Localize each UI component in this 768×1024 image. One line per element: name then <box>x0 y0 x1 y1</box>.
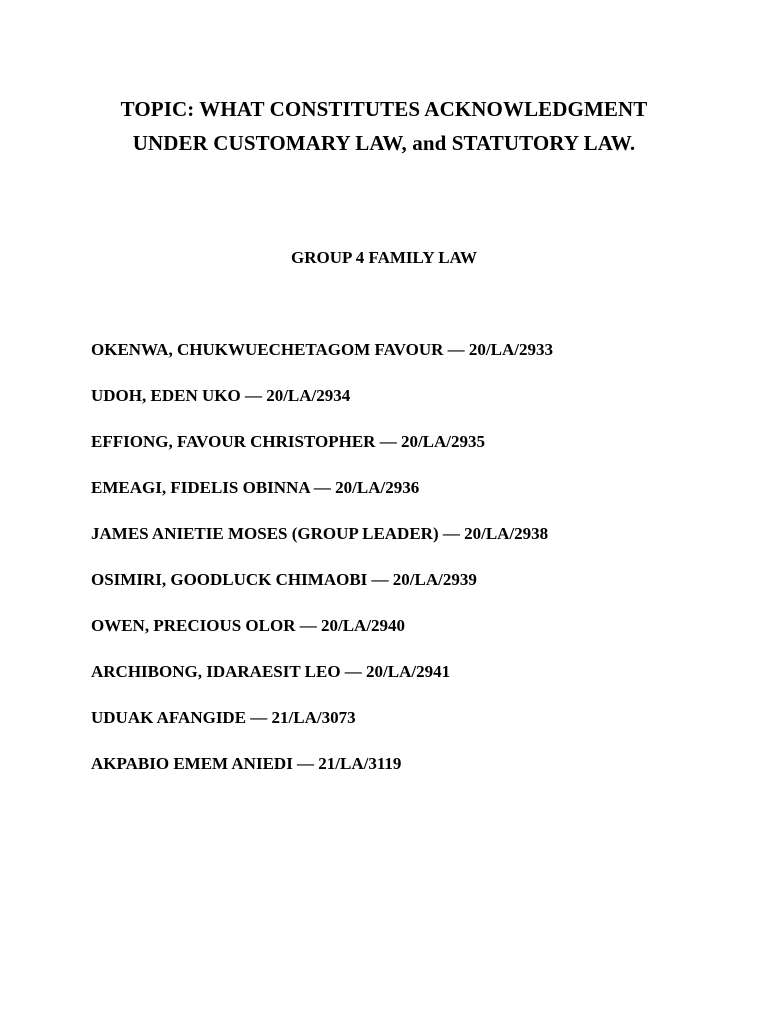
member-item: UDUAK AFANGIDE — 21/LA/3073 <box>91 708 356 727</box>
member-item: OWEN, PRECIOUS OLOR — 20/LA/2940 <box>91 616 406 635</box>
member-item: ARCHIBONG, IDARAESIT LEO — 20/LA/2941 <box>91 662 451 681</box>
member-list <box>91 338 553 798</box>
group-title: GROUP 4 FAMILY LAW <box>291 248 477 267</box>
member-item: OKENWA, CHUKWUECHETAGOM FAVOUR — 20/LA/2933 <box>91 340 553 359</box>
member-item: UDOH, EDEN UKO — 20/LA/2934 <box>91 386 351 405</box>
member-item: EFFIONG, FAVOUR CHRISTOPHER — 20/LA/2935 <box>91 432 486 451</box>
member-item: JAMES ANIETIE MOSES (GROUP LEADER) — 20/LA/2938 <box>91 524 549 543</box>
document-topic <box>0 92 768 160</box>
member-item: OSIMIRI, GOODLUCK CHIMAOBI — 20/LA/2939 <box>91 570 477 589</box>
topic-line-2: UNDER CUSTOMARY LAW, and STATUTORY LAW. <box>132 131 636 155</box>
member-item: AKPABIO EMEM ANIEDI — 21/LA/3119 <box>91 754 402 773</box>
member-item: EMEAGI, FIDELIS OBINNA — 20/LA/2936 <box>91 478 420 497</box>
topic-line-1: TOPIC: WHAT CONSTITUTES ACKNOWLEDGMENT <box>120 97 648 121</box>
